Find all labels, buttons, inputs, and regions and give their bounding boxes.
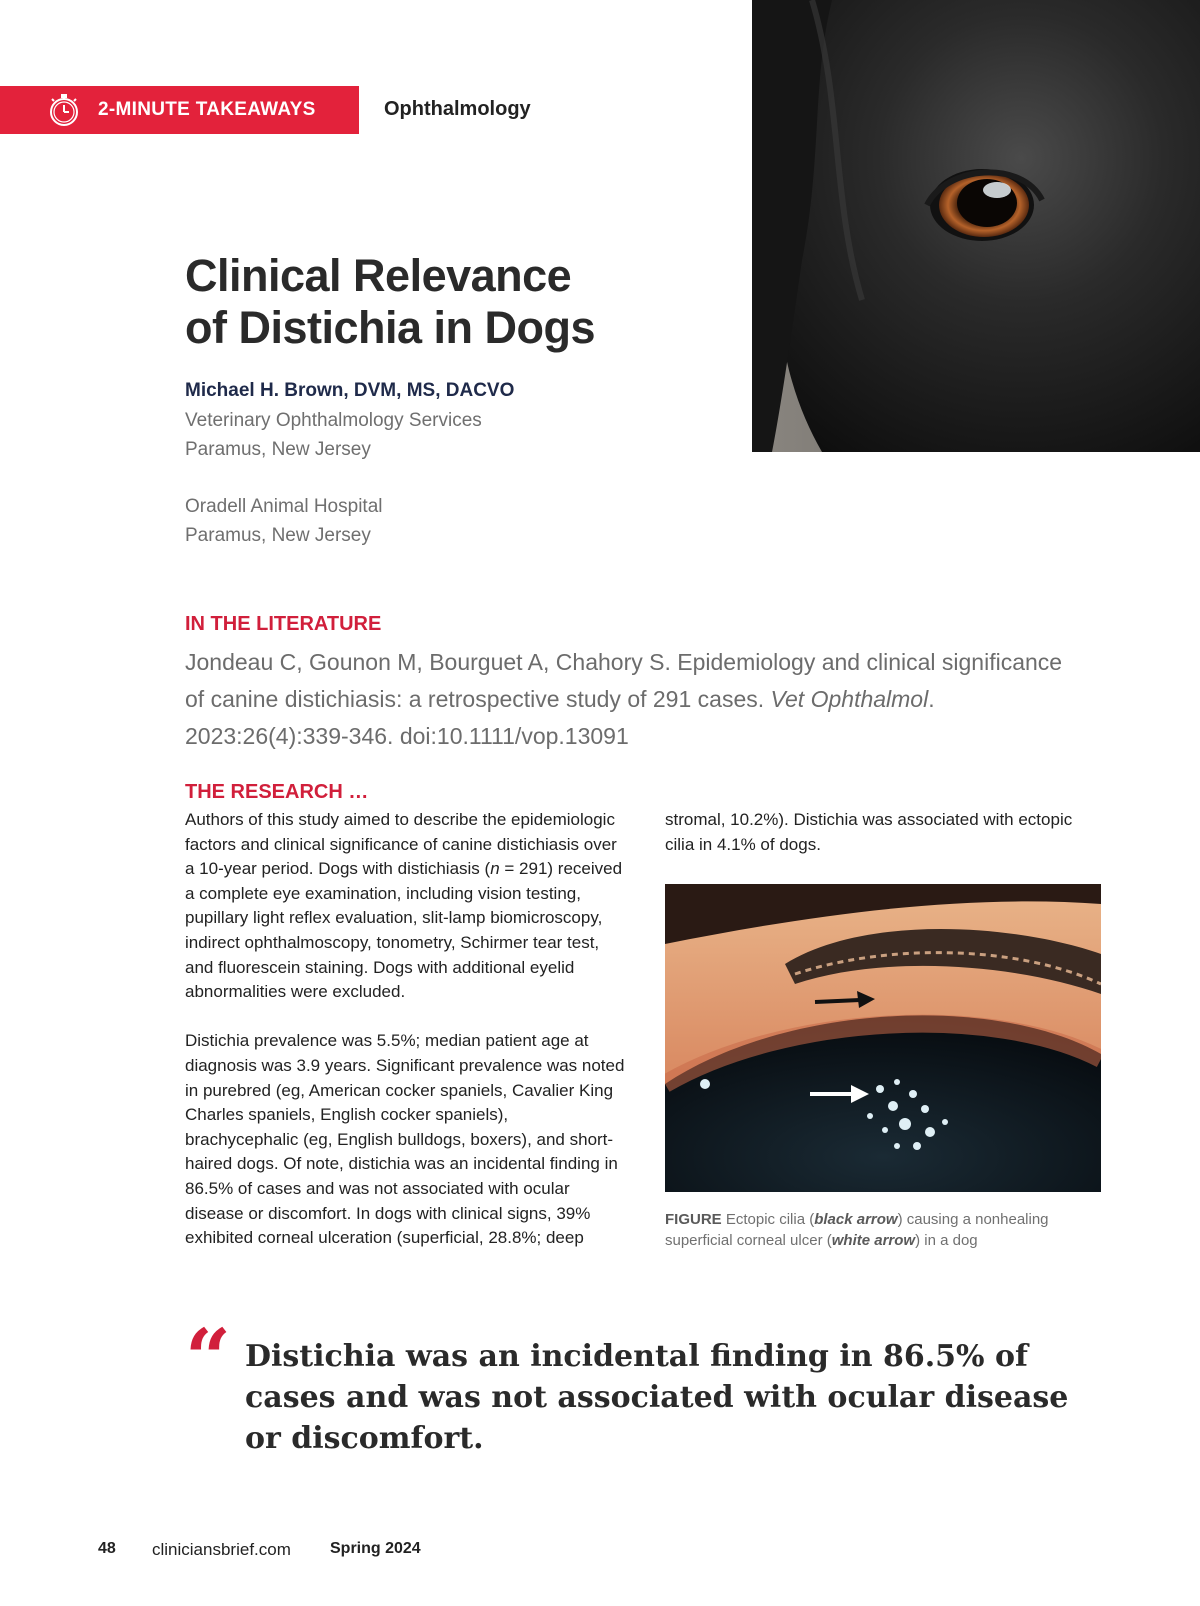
- website-link[interactable]: cliniciansbrief.com: [152, 1540, 291, 1559]
- section-name: Ophthalmology: [384, 98, 531, 120]
- page-number: 48: [98, 1540, 116, 1557]
- ectopic-cilia-figure: [665, 884, 1101, 1192]
- figure-caption: [665, 1209, 1085, 1251]
- research-paragraph-2: Distichia prevalence was 5.5%; median patient age at diagnosis was 3.9 years. Significant prevalence was noted in purebred (eg, American cocker spaniels, Cavalier King Charles spaniels, English cocker spaniels), brachycephalic (eg, English bulldogs, boxers), and short-haired dogs. Of note, distichia was an incidental finding in 86.5% of cases and was not associated with ocular disease or discomfort. In dogs with clinical signs, 39% exhibited corneal ulceration (superficial, 28.8%; deep: [185, 1031, 625, 1248]
- title-line-2: of Distichia in Dogs: [185, 302, 596, 353]
- stopwatch-icon: [46, 92, 82, 128]
- literature-heading: IN THE LITERATURE: [185, 613, 382, 635]
- n-symbol: n: [490, 859, 500, 879]
- caption-text: ) causing a nonhealing superficial corneal ulcer (: [665, 1211, 1049, 1249]
- pull-quote: Distichia was an incidental finding in 86.5% of cases and was not associated with ocular disease or discomfort.: [245, 1339, 1069, 1456]
- affiliation-place: Paramus, New Jersey: [185, 439, 371, 460]
- affiliation-org: Oradell Animal Hospital: [185, 496, 383, 517]
- research-column-2: stromal, 10.2%). Distichia was associated with ectopic cilia in 4.1% of dogs.: [665, 810, 1073, 854]
- citation-details: . 2023:26(4):339-346. doi:10.1111/vop.13091: [185, 686, 935, 749]
- banner-label: 2-MINUTE TAKEAWAYS: [98, 99, 316, 120]
- caption-text: ) in a dog: [915, 1232, 978, 1249]
- figure-label: FIGURE: [665, 1211, 722, 1228]
- quote-mark-icon: “: [185, 1311, 232, 1405]
- caption-emphasis: black arrow: [814, 1211, 898, 1228]
- research-paragraph-1: [185, 808, 625, 1005]
- citation-authors-title: Jondeau C, Gounon M, Bourguet A, Chahory S. Epidemiology and clinical significance of canine distichiasis: a retrospective study of 291 cases.: [185, 649, 1063, 712]
- paragraph-text: = 291) received a complete eye examination, including vision testing, pupillary light reflex evaluation, slit-lamp biomicroscopy, indirect ophthalmoscopy, tonometry, Schirmer tear test, and fluorescein staining. Dogs with additional eyelid abnormalities were excluded.: [185, 859, 623, 1002]
- research-column-1: [185, 808, 625, 1251]
- article-title: [185, 250, 705, 354]
- caption-text: Ectopic cilia (: [721, 1211, 815, 1228]
- caption-emphasis: white arrow: [831, 1232, 916, 1249]
- citation: [185, 644, 1085, 755]
- affiliation-2: [185, 492, 382, 550]
- title-line-1: Clinical Relevance: [185, 250, 572, 301]
- affiliation-org: Veterinary Ophthalmology Services: [185, 410, 482, 431]
- paragraph-text: Authors of this study aimed to describe the epidemiologic factors and clinical significance of canine distichiasis over a 10-year period. Dogs with distichiasis (: [185, 810, 617, 879]
- dog-eye-photo: [752, 0, 1200, 452]
- author-name: Michael H. Brown, DVM, MS, DACVO: [185, 380, 515, 401]
- research-heading: THE RESEARCH …: [185, 781, 369, 803]
- affiliation-1: [185, 406, 482, 464]
- issue-label: Spring 2024: [330, 1540, 421, 1557]
- takeaways-banner: [0, 86, 359, 134]
- journal-name: Vet Ophthalmol: [770, 686, 929, 712]
- affiliation-place: Paramus, New Jersey: [185, 525, 371, 546]
